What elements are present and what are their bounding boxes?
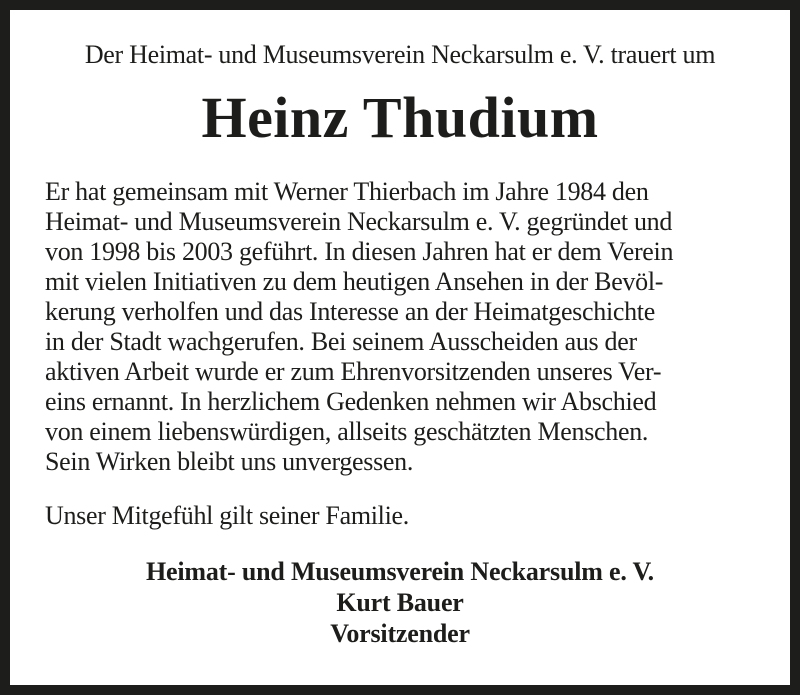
body-line: von einem liebenswürdigen, allseits geschätzten Menschen. <box>45 417 649 446</box>
body-line: von 1998 bis 2003 geführt. In diesen Jahren hat er dem Verein <box>45 237 674 266</box>
body-line: aktiven Arbeit wurde er zum Ehrenvorsitzenden unseres Ver- <box>45 357 662 386</box>
signature-block <box>45 556 755 649</box>
obituary-body-paragraph <box>45 177 755 477</box>
signature-organization: Heimat- und Museumsverein Neckarsulm e. V. <box>146 557 654 586</box>
signature-name: Kurt Bauer <box>336 588 464 617</box>
body-line: Sein Wirken bleibt uns unvergessen. <box>45 447 414 476</box>
deceased-name: Heinz Thudium <box>201 85 599 150</box>
body-line: Er hat gemeinsam mit Werner Thierbach im Jahre 1984 den <box>45 177 649 206</box>
body-line: Heimat- und Museumsverein Neckarsulm e. V. gegründet und <box>45 207 673 236</box>
intro-line: Der Heimat- und Museumsverein Neckarsulm e. V. trauert um <box>84 40 716 69</box>
body-line: kerung verholfen und das Interesse an der Heimatgeschichte <box>45 297 655 326</box>
signature-role: Vorsitzender <box>330 619 470 648</box>
body-line: eins ernannt. In herzlichem Gedenken nehmen wir Abschied <box>45 387 657 416</box>
body-line: mit vielen Initiativen zu dem heutigen Ansehen in der Bevöl- <box>45 267 664 296</box>
body-line: in der Stadt wachgerufen. Bei seinem Ausscheiden aus der <box>45 327 637 356</box>
condolence-line: Unser Mitgefühl gilt seiner Familie. <box>45 501 409 530</box>
